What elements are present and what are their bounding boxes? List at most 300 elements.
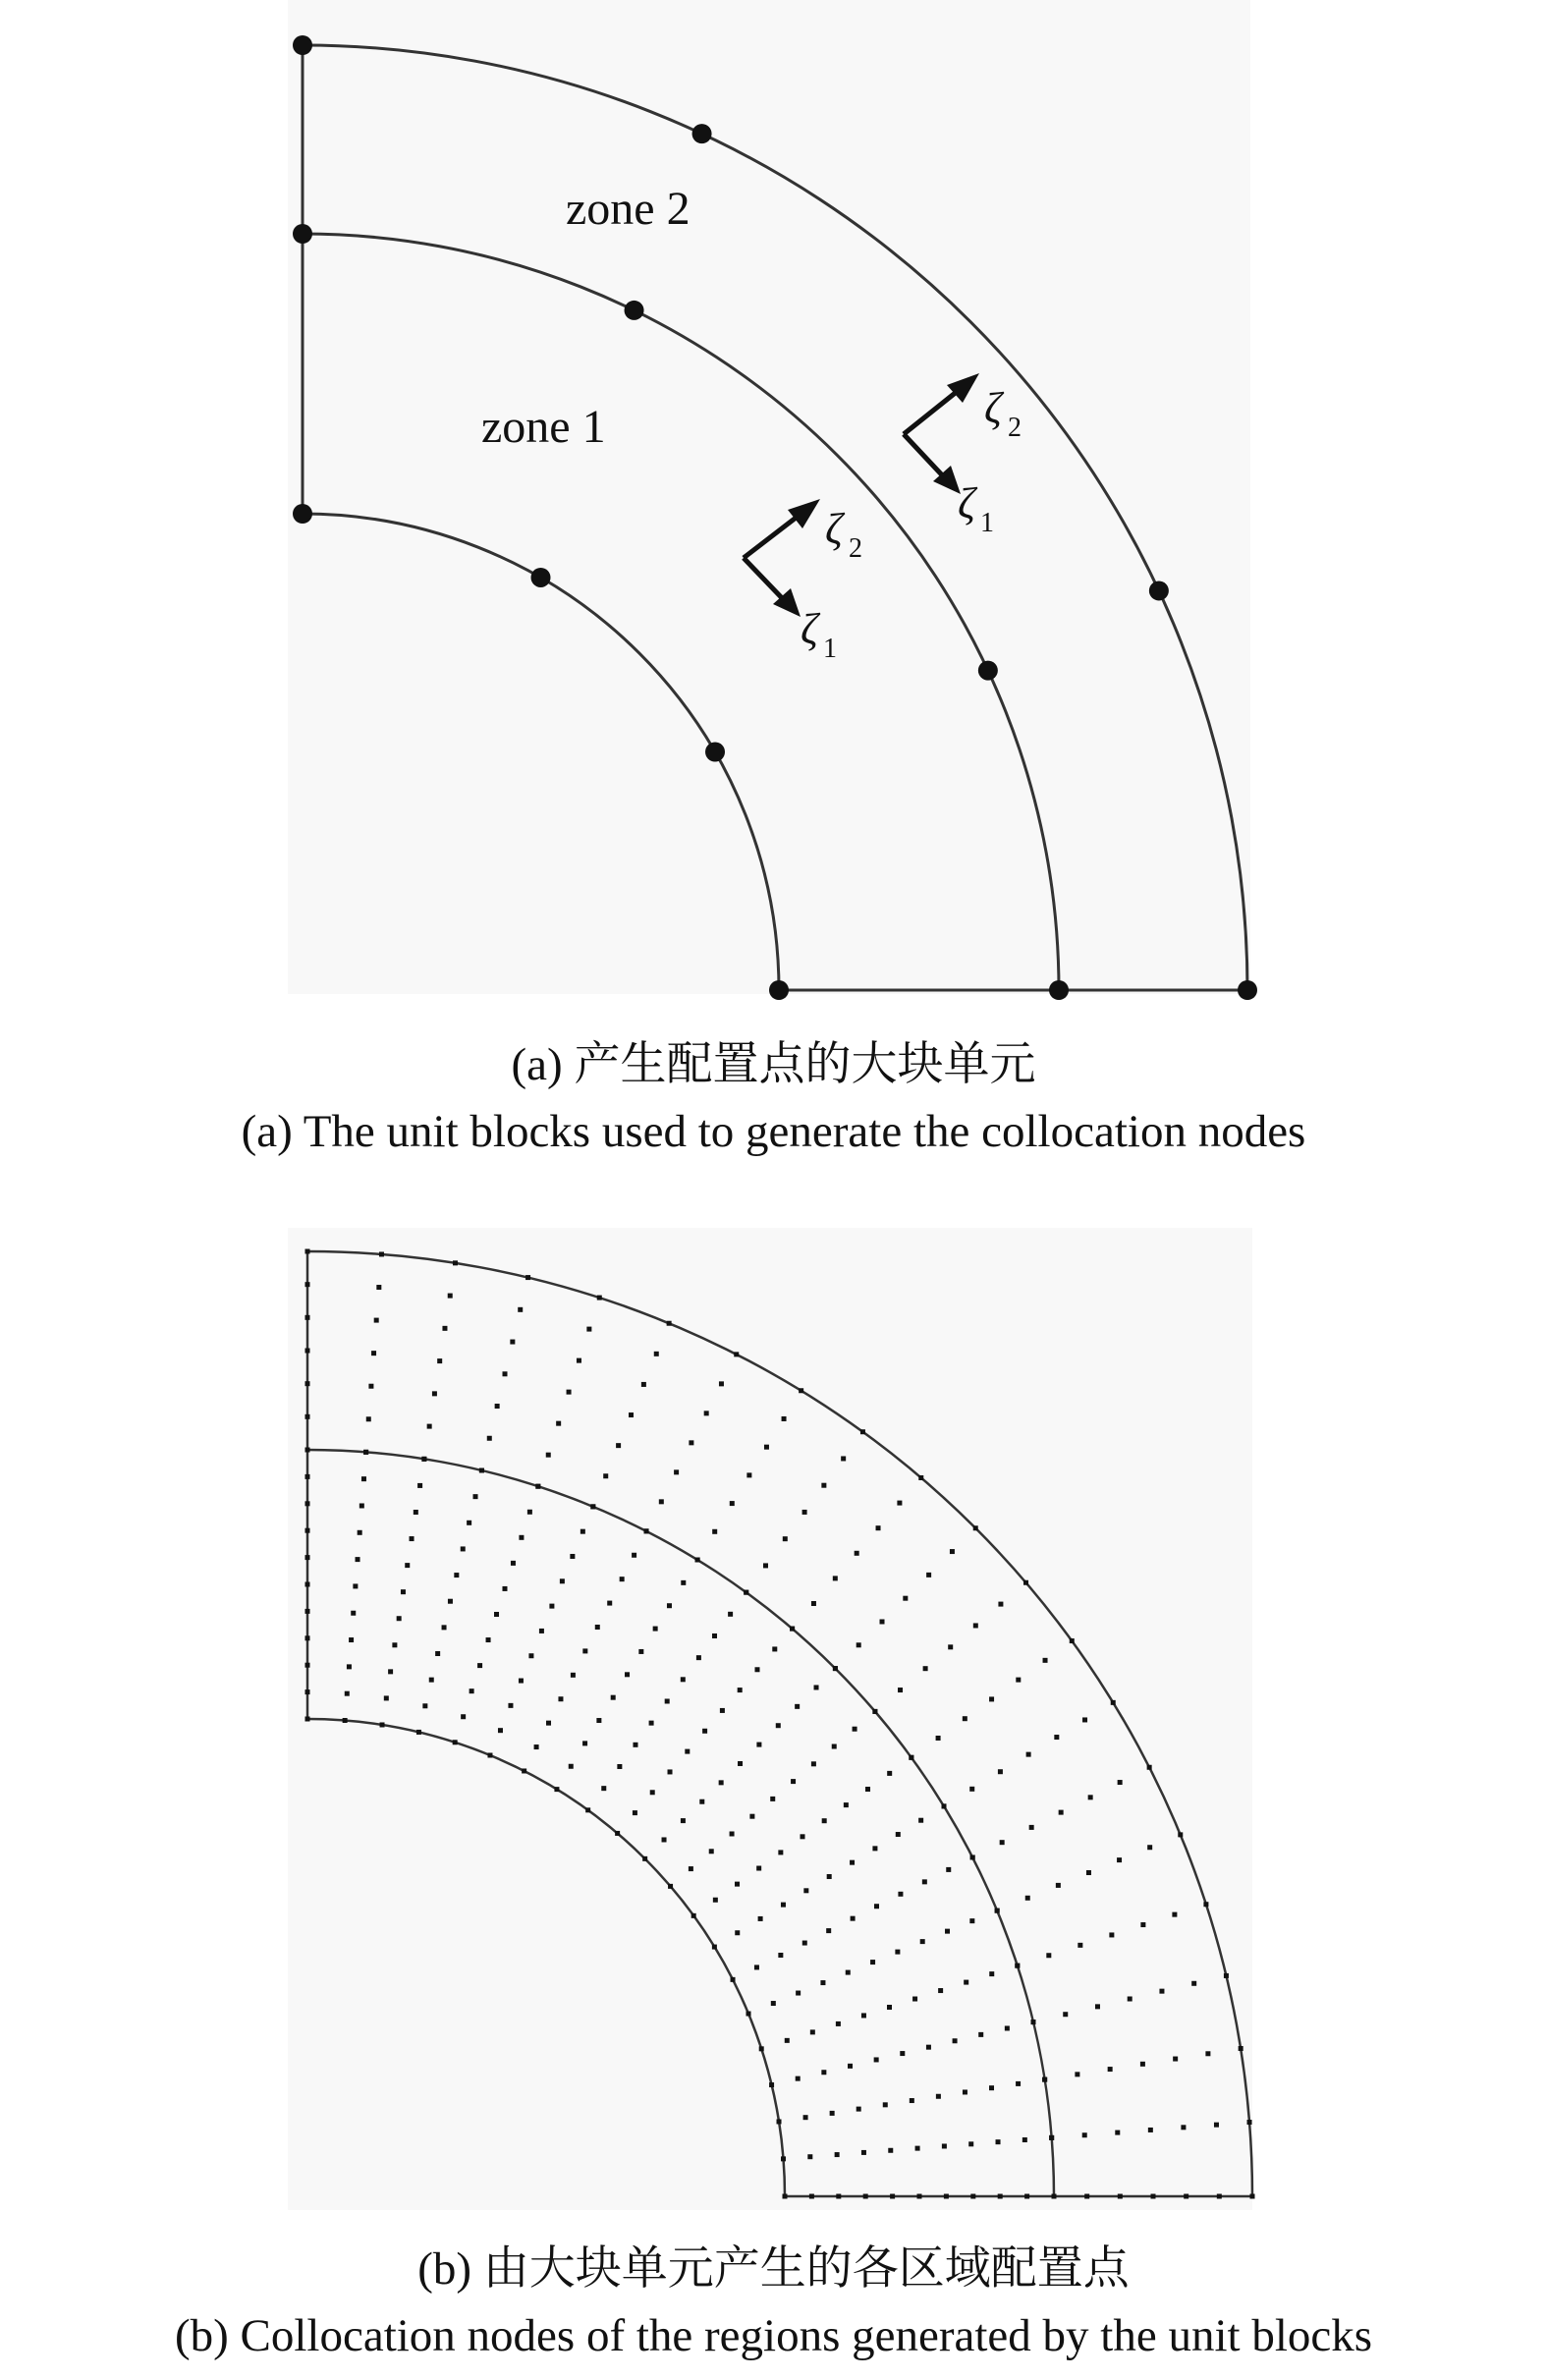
collocation-node	[453, 1260, 458, 1265]
collocation-node	[796, 1991, 801, 1996]
collocation-node	[790, 1627, 795, 1632]
collocation-node	[855, 1551, 859, 1556]
collocation-node	[305, 1528, 310, 1533]
collocation-node	[305, 1582, 310, 1587]
collocation-node	[795, 1704, 800, 1709]
collocation-node	[689, 1440, 693, 1445]
collocation-node	[487, 1752, 492, 1757]
collocation-node	[912, 1997, 917, 2002]
collocation-node	[363, 1450, 368, 1455]
collocation-node	[850, 1860, 855, 1865]
block-node	[1149, 581, 1169, 600]
collocation-node	[414, 1510, 418, 1515]
collocation-node	[802, 1941, 807, 1946]
collocation-node	[416, 1730, 421, 1735]
collocation-node	[936, 1736, 941, 1741]
collocation-node	[781, 2156, 786, 2161]
zeta-1-subscript-zone-1: 1	[823, 634, 837, 664]
collocation-node	[1000, 1840, 1005, 1845]
panel-a-caption-chinese: (a) 产生配置点的大块单元	[511, 1039, 1036, 1090]
collocation-node	[746, 1472, 751, 1477]
collocation-node	[601, 1786, 606, 1791]
collocation-node	[1075, 2072, 1079, 2076]
collocation-node	[738, 1761, 743, 1766]
collocation-node	[769, 2082, 774, 2087]
collocation-node	[442, 1326, 447, 1331]
collocation-node	[996, 2139, 1001, 2144]
collocation-node	[1046, 1953, 1051, 1958]
collocation-node	[305, 1663, 310, 1668]
panel-a-caption-english: (a) The unit blocks used to generate the collocation nodes	[241, 1106, 1306, 1157]
collocation-node	[810, 2029, 815, 2034]
collocation-node	[582, 1648, 587, 1653]
block-node	[293, 504, 312, 524]
collocation-node	[1217, 2194, 1222, 2199]
collocation-node	[730, 1831, 735, 1836]
collocation-node	[970, 2194, 975, 2199]
collocation-node	[783, 1536, 788, 1541]
collocation-node	[744, 1590, 748, 1595]
collocation-node	[704, 1411, 709, 1415]
collocation-node	[887, 1771, 892, 1776]
collocation-node	[577, 1358, 581, 1363]
collocation-node	[448, 1599, 453, 1604]
collocation-node	[442, 1625, 447, 1630]
collocation-node	[802, 1510, 807, 1515]
collocation-node	[936, 2094, 941, 2099]
collocation-node	[305, 1609, 310, 1614]
collocation-node	[776, 1723, 781, 1728]
collocation-node	[642, 1856, 647, 1861]
collocation-node	[1082, 1717, 1087, 1722]
collocation-node	[809, 2194, 814, 2199]
collocation-node	[470, 1688, 474, 1693]
collocation-node	[556, 1421, 561, 1426]
panel-a-diagram	[288, 0, 1257, 1000]
collocation-node	[467, 1521, 471, 1525]
collocation-node	[791, 1779, 796, 1784]
collocation-node	[1224, 1973, 1229, 1978]
block-node	[692, 124, 712, 143]
collocation-node	[872, 1709, 877, 1714]
collocation-node	[616, 1443, 621, 1448]
zeta-1-axis-label-zone-2: ζ	[958, 479, 975, 527]
collocation-node	[641, 1382, 646, 1387]
collocation-node	[668, 1769, 673, 1774]
panel-b-background	[288, 1228, 1252, 2210]
collocation-node	[749, 1814, 754, 1819]
collocation-node	[897, 1501, 902, 1506]
collocation-node	[305, 1474, 310, 1479]
zeta-1-subscript-zone-2: 1	[980, 508, 994, 538]
collocation-node	[953, 2038, 958, 2043]
collocation-node	[567, 1390, 572, 1395]
collocation-node	[453, 1740, 458, 1744]
collocation-node	[305, 1315, 310, 1320]
collocation-node	[371, 1351, 376, 1356]
collocation-node	[856, 2107, 861, 2112]
collocation-node	[305, 1282, 310, 1287]
collocation-node	[596, 1718, 601, 1723]
collocation-node	[803, 2115, 808, 2120]
collocation-node	[569, 1764, 574, 1769]
collocation-node	[477, 1663, 482, 1668]
collocation-node	[811, 1601, 816, 1606]
collocation-node	[397, 1616, 402, 1621]
collocation-node	[487, 1436, 492, 1441]
collocation-node	[1084, 2194, 1089, 2199]
collocation-node	[435, 1651, 440, 1656]
collocation-node	[461, 1546, 466, 1551]
collocation-node	[580, 1529, 585, 1534]
collocation-node	[903, 1596, 908, 1601]
zeta-2-axis-label-zone-1: ζ	[825, 505, 843, 553]
collocation-node	[720, 1708, 725, 1713]
collocation-node	[833, 1666, 838, 1671]
collocation-node	[702, 1729, 707, 1734]
collocation-node	[528, 1653, 533, 1658]
collocation-node	[384, 1695, 389, 1700]
collocation-node	[822, 1818, 827, 1823]
collocation-node	[427, 1424, 432, 1429]
collocation-node	[305, 1717, 310, 1722]
collocation-node	[522, 1768, 526, 1773]
collocation-node	[617, 1764, 622, 1769]
collocation-node	[735, 1882, 740, 1887]
collocation-node	[518, 1307, 523, 1312]
collocation-node	[801, 1834, 805, 1839]
collocation-node	[665, 1698, 670, 1703]
collocation-node	[305, 1381, 310, 1386]
collocation-node	[1140, 2062, 1145, 2067]
collocation-node	[995, 1909, 1000, 1913]
collocation-node	[836, 2021, 841, 2026]
collocation-node	[361, 1476, 366, 1481]
collocation-node	[826, 1928, 831, 1933]
collocation-node	[519, 1535, 524, 1540]
collocation-node	[848, 2064, 853, 2069]
block-node	[1049, 980, 1069, 1000]
collocation-node	[938, 1988, 943, 1993]
collocation-node	[586, 1327, 591, 1332]
collocation-node	[597, 1296, 602, 1301]
collocation-node	[807, 2154, 812, 2159]
collocation-node	[1151, 2194, 1156, 2199]
zeta-2-axis-label-zone-2: ζ	[984, 384, 1002, 432]
collocation-node	[494, 1612, 499, 1617]
collocation-node	[1147, 1765, 1152, 1770]
collocation-node	[770, 1797, 775, 1801]
collocation-node	[945, 1929, 950, 1934]
collocation-node	[712, 1633, 717, 1638]
collocation-node	[401, 1589, 406, 1594]
collocation-node	[668, 1884, 673, 1889]
collocation-node	[659, 1499, 664, 1504]
collocation-node	[392, 1642, 397, 1647]
collocation-node	[305, 1414, 310, 1419]
collocation-node	[874, 2057, 879, 2062]
collocation-node	[502, 1586, 507, 1591]
collocation-node	[629, 1412, 634, 1417]
collocation-node	[844, 1802, 849, 1807]
collocation-node	[650, 1790, 655, 1795]
collocation-node	[1026, 1752, 1031, 1757]
collocation-node	[821, 2070, 826, 2075]
collocation-node	[946, 1867, 951, 1872]
collocation-node	[978, 2032, 983, 2037]
collocation-node	[1181, 2125, 1186, 2130]
collocation-node	[421, 1457, 426, 1462]
collocation-node	[1052, 2194, 1057, 2199]
collocation-node	[549, 1604, 554, 1609]
collocation-node	[835, 2152, 840, 2157]
collocation-node	[898, 1892, 903, 1897]
collocation-node	[546, 1721, 551, 1726]
collocation-node	[615, 1831, 620, 1836]
collocation-node	[454, 1573, 459, 1577]
collocation-node	[479, 1467, 484, 1472]
collocation-node	[625, 1672, 630, 1677]
collocation-node	[582, 1741, 587, 1745]
collocation-node	[1070, 1638, 1075, 1643]
collocation-node	[772, 1646, 777, 1651]
collocation-node	[353, 1583, 358, 1588]
block-node	[625, 301, 644, 320]
collocation-node	[783, 2194, 788, 2199]
collocation-node	[777, 2119, 782, 2124]
collocation-node	[590, 1504, 595, 1509]
collocation-node	[667, 1603, 672, 1608]
collocation-node	[633, 1743, 637, 1747]
collocation-node	[1086, 1870, 1091, 1875]
collocation-node	[713, 1898, 718, 1903]
collocation-node	[305, 1689, 310, 1694]
collocation-node	[778, 1953, 783, 1958]
collocation-node	[1108, 2067, 1113, 2072]
collocation-node	[851, 1916, 856, 1921]
collocation-node	[782, 1416, 787, 1421]
collocation-node	[486, 1637, 491, 1642]
collocation-node	[681, 1580, 686, 1585]
collocation-node	[821, 1483, 826, 1488]
collocation-node	[654, 1352, 659, 1356]
collocation-node	[607, 1601, 612, 1606]
collocation-node	[719, 1381, 724, 1386]
collocation-node	[1029, 1825, 1034, 1830]
collocation-node	[1031, 2020, 1036, 2024]
collocation-node	[896, 1832, 901, 1837]
collocation-node	[417, 1483, 422, 1488]
collocation-node	[527, 1510, 532, 1515]
collocation-node	[508, 1703, 513, 1708]
collocation-node	[922, 1879, 927, 1884]
collocation-node	[379, 1251, 384, 1256]
collocation-node	[870, 1960, 875, 1965]
collocation-node	[368, 1384, 373, 1389]
collocation-node	[649, 1721, 654, 1726]
collocation-node	[923, 1666, 928, 1671]
collocation-node	[388, 1669, 393, 1674]
collocation-node	[595, 1625, 600, 1630]
collocation-node	[305, 1249, 310, 1254]
collocation-node	[915, 2146, 920, 2151]
collocation-node	[883, 2102, 888, 2107]
collocation-node	[305, 1555, 310, 1560]
collocation-node	[366, 1416, 371, 1421]
collocation-node	[1148, 2128, 1153, 2132]
collocation-node	[832, 1744, 837, 1749]
collocation-node	[1140, 1922, 1145, 1927]
collocation-node	[827, 1874, 832, 1879]
collocation-node	[1128, 1997, 1133, 2002]
collocation-node	[998, 1602, 1003, 1607]
collocation-node	[964, 1980, 968, 1985]
collocation-node	[620, 1577, 625, 1581]
collocation-node	[422, 1703, 427, 1708]
collocation-node	[1016, 1678, 1021, 1683]
collocation-node	[674, 1469, 679, 1474]
collocation-node	[735, 1930, 740, 1935]
panel-b-caption-english: (b) Collocation nodes of the regions generated by the unit blocks	[174, 2310, 1373, 2361]
collocation-node	[1088, 1795, 1093, 1799]
collocation-node	[429, 1678, 434, 1683]
collocation-node	[888, 2148, 893, 2153]
collocation-node	[803, 1888, 808, 1893]
collocation-node	[781, 1903, 786, 1908]
collocation-node	[969, 1787, 974, 1792]
collocation-node	[918, 1475, 923, 1480]
collocation-node	[738, 1688, 743, 1692]
collocation-node	[653, 1627, 658, 1632]
collocation-node	[874, 1904, 879, 1909]
collocation-node	[756, 1743, 761, 1747]
collocation-node	[853, 1727, 857, 1732]
collocation-node	[830, 2111, 835, 2116]
collocation-node	[1173, 2057, 1178, 2062]
collocation-node	[359, 1503, 364, 1508]
collocation-node	[734, 1352, 739, 1356]
zeta-2-subscript-zone-2: 2	[1008, 413, 1022, 443]
collocation-node	[570, 1554, 575, 1559]
collocation-node	[691, 1913, 696, 1918]
collocation-node	[305, 1501, 310, 1506]
collocation-node	[525, 1275, 530, 1280]
zone-2-label: zone 2	[566, 183, 691, 235]
collocation-node	[820, 1980, 825, 1985]
collocation-node	[1109, 1932, 1114, 1937]
collocation-node	[778, 1850, 783, 1854]
collocation-node	[347, 1664, 352, 1669]
collocation-node	[473, 1494, 478, 1499]
collocation-node	[846, 1970, 851, 1975]
collocation-node	[1178, 1832, 1183, 1837]
collocation-node	[785, 2038, 790, 2043]
collocation-node	[944, 2194, 949, 2199]
collocation-node	[963, 2089, 967, 2094]
collocation-node	[1247, 2120, 1252, 2125]
collocation-node	[963, 1716, 967, 1721]
collocation-node	[799, 1388, 803, 1393]
collocation-node	[638, 1649, 643, 1654]
collocation-node	[926, 1573, 931, 1577]
block-node	[293, 35, 312, 55]
collocation-node	[731, 1977, 736, 1982]
collocation-node	[1117, 1857, 1122, 1862]
collocation-node	[410, 1536, 414, 1541]
collocation-node	[918, 1818, 923, 1823]
collocation-node	[876, 1525, 881, 1530]
collocation-node	[1118, 2194, 1123, 2199]
collocation-node	[539, 1629, 544, 1633]
collocation-node	[351, 1611, 356, 1616]
collocation-node	[841, 1456, 846, 1461]
collocation-node	[746, 2012, 751, 2017]
collocation-node	[1184, 2194, 1188, 2199]
collocation-node	[519, 1679, 524, 1684]
panel-b-caption-chinese: (b) 由大块单元产生的各区域配置点	[417, 2243, 1130, 2295]
collocation-node	[909, 1755, 913, 1760]
collocation-node	[1159, 1989, 1164, 1994]
collocation-node	[510, 1340, 515, 1345]
collocation-node	[998, 2194, 1003, 2199]
collocation-node	[968, 2141, 973, 2146]
collocation-node	[305, 1349, 310, 1354]
collocation-node	[343, 1718, 348, 1723]
collocation-node	[685, 1749, 690, 1754]
collocation-node	[1054, 1735, 1059, 1740]
collocation-node	[1205, 2051, 1210, 2056]
collocation-node	[861, 2150, 866, 2155]
collocation-node	[730, 1501, 735, 1506]
collocation-node	[856, 1642, 861, 1647]
collocation-node	[437, 1358, 442, 1363]
collocation-node	[644, 1528, 649, 1533]
collocation-node	[534, 1744, 539, 1749]
collocation-node	[948, 1644, 953, 1649]
collocation-node	[432, 1391, 437, 1396]
collocation-node	[756, 1866, 761, 1871]
collocation-node	[448, 1294, 453, 1299]
collocation-node	[865, 1787, 870, 1792]
collocation-node	[1077, 1943, 1082, 1948]
collocation-node	[1095, 2004, 1100, 2009]
collocation-node	[1115, 2131, 1120, 2135]
collocation-node	[836, 2194, 841, 2199]
collocation-node	[560, 1578, 565, 1583]
collocation-node	[796, 2076, 801, 2081]
collocation-node	[571, 1673, 576, 1678]
collocation-node	[696, 1655, 701, 1660]
collocation-node	[860, 1429, 865, 1434]
collocation-node	[1191, 1981, 1196, 1986]
collocation-node	[942, 2143, 947, 2148]
collocation-node	[863, 2194, 868, 2199]
collocation-node	[942, 1803, 947, 1808]
collocation-node	[920, 1939, 925, 1944]
block-node	[705, 743, 725, 762]
collocation-node	[535, 1484, 540, 1489]
collocation-node	[1016, 2081, 1021, 2086]
collocation-node	[681, 1818, 686, 1823]
collocation-node	[833, 1576, 838, 1580]
collocation-node	[546, 1453, 551, 1458]
collocation-node	[973, 1623, 978, 1628]
collocation-node	[1015, 1964, 1020, 1968]
collocation-node	[585, 1807, 590, 1812]
block-node	[978, 661, 998, 681]
collocation-node	[1082, 2132, 1087, 2137]
collocation-node	[305, 1448, 310, 1453]
